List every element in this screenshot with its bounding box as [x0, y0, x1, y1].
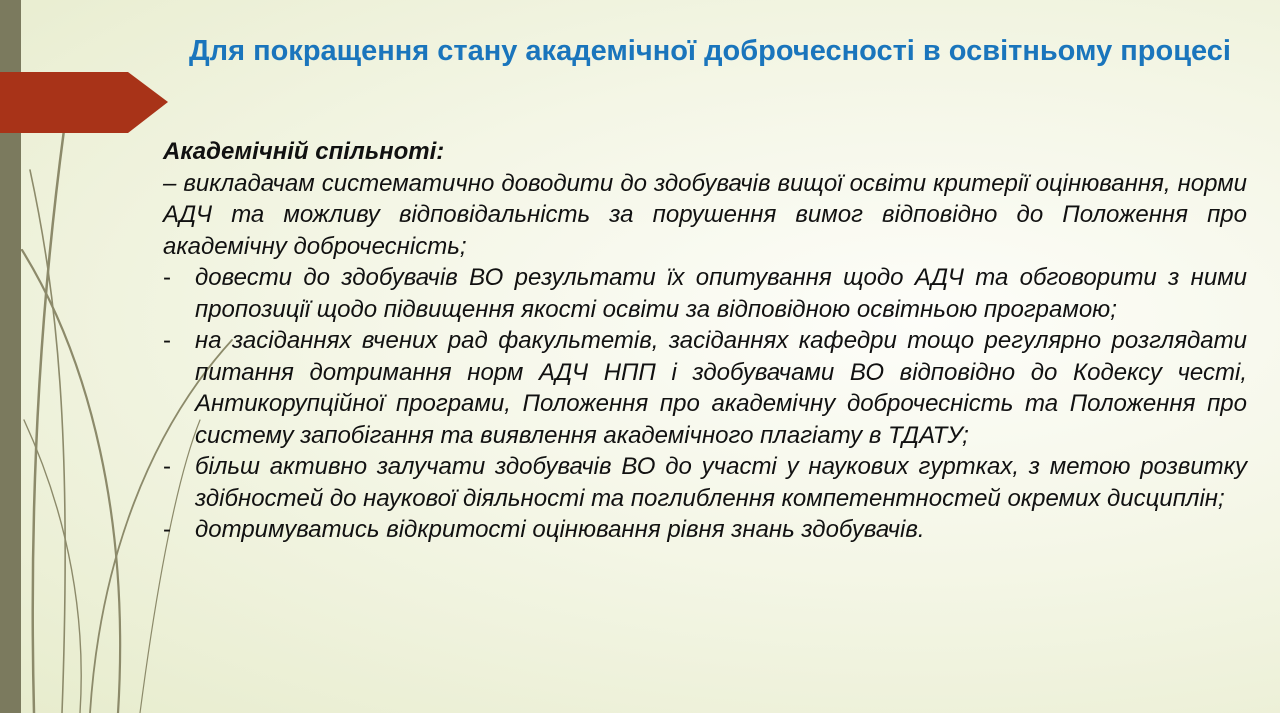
- slide-title: Для покращення стану академічної доброчесності в освітньому процесі: [189, 35, 1231, 67]
- recommendation-list: [163, 262, 1247, 546]
- section-heading: Академічній спільноті:: [163, 138, 445, 165]
- list-item-text: більш активно залучати здобувачів ВО до участі у наукових гуртках, з метою розвитку здібностей до наукової діяльності та поглиблення компетентностей окремих дисциплін;: [195, 453, 1247, 512]
- slide-body: [163, 136, 1247, 546]
- vine-stroke: [22, 250, 120, 713]
- list-item: [163, 262, 1247, 325]
- bullet-dash: -: [163, 327, 171, 354]
- list-item: [163, 514, 1247, 546]
- bullet-dash: -: [163, 516, 171, 543]
- list-item: [163, 325, 1247, 451]
- vine-stroke: [30, 170, 65, 713]
- list-item-text: на засіданнях вчених рад факультетів, засіданнях кафедри тощо регулярно розглядати питання дотримання норм АДЧ НПП і здобувачами ВО відповідно до Кодексу честі, Антикорупційної програми, Положення про академічну доброчесність та Положення про систему запобігання та виявлення академічного плагіату в ТДАТУ;: [195, 327, 1247, 449]
- list-item: [163, 451, 1247, 514]
- arrow-shape-icon: [0, 72, 168, 133]
- intro-paragraph: – викладачам систематично доводити до здобувачів вищої освіти критерії оцінювання, норми АДЧ та можливу відповідальність за порушення вимог відповідно до Положення про академічну доброчесність;: [163, 169, 1247, 260]
- bullet-dash: -: [163, 264, 171, 291]
- bullet-dash: -: [163, 453, 171, 480]
- list-item-text: дотримуватись відкритості оцінювання рівня знань здобувачів.: [195, 516, 925, 543]
- vine-stroke: [33, 130, 64, 713]
- list-item-text: довести до здобувачів ВО результати їх опитування щодо АДЧ та обговорити з ними пропозиції щодо підвищення якості освіти за відповідною освітньою програмою;: [195, 264, 1247, 323]
